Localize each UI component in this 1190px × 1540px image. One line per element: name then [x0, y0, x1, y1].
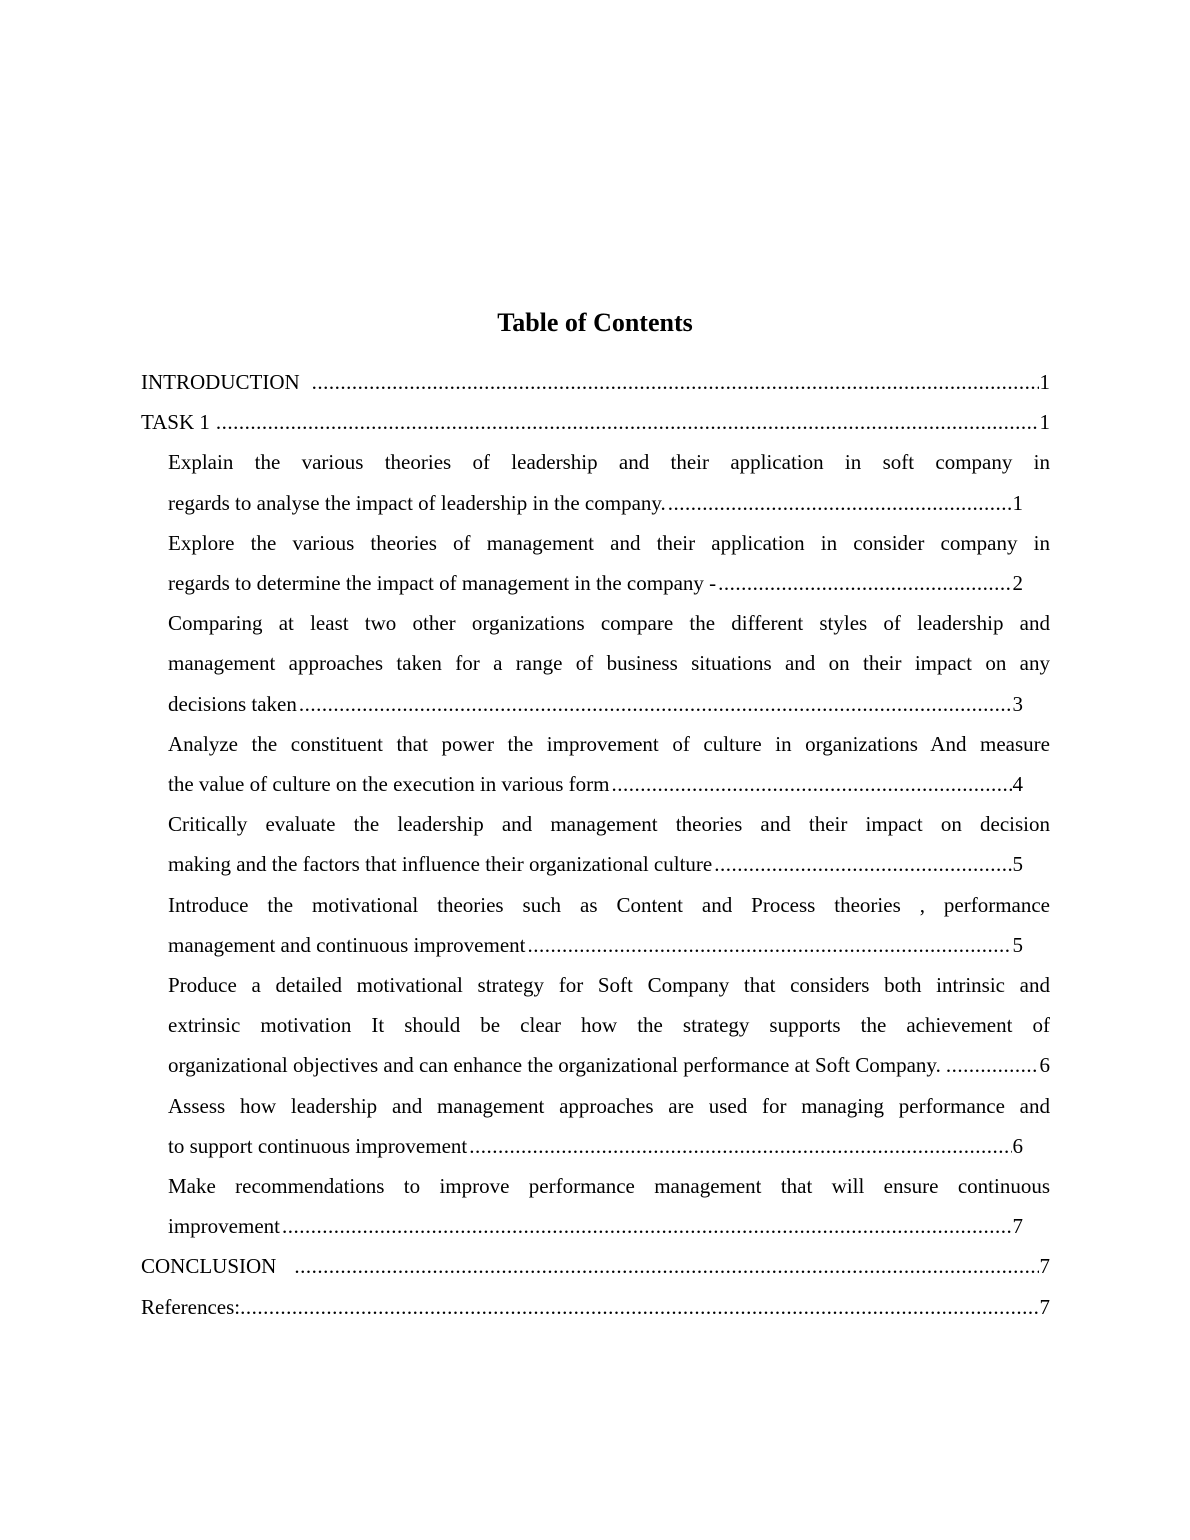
toc-entry-last-line — [168, 563, 1023, 603]
toc-entry-line: Produce a detailed motivational strategy for Soft Company that considers both intrinsic and — [168, 973, 1050, 998]
toc-page-number: 7 — [1039, 1294, 1050, 1319]
toc-page-number: 1 — [1012, 490, 1023, 515]
toc-entry-conclusion[interactable] — [141, 1246, 1050, 1286]
toc-entry-motivational-strategy[interactable] — [168, 965, 1050, 1086]
toc-entry-management-theories[interactable] — [168, 523, 1050, 603]
toc-entry-line: Comparing at least two other organizations compare the different styles of leadership and — [168, 611, 1050, 636]
toc-entry-label: regards to analyse the impact of leadership in the company. — [168, 490, 666, 515]
toc-leader-dots — [240, 1287, 1038, 1327]
toc-entry-label: the value of culture on the execution in various form — [168, 772, 610, 797]
toc-page-number: 6 — [1039, 1053, 1050, 1078]
toc-title: Table of Contents — [497, 308, 693, 337]
toc-leader-dots — [946, 1045, 1039, 1085]
toc-leader-dots — [668, 483, 1012, 523]
toc-entry-last-line — [168, 1126, 1023, 1166]
toc-leader-dots — [469, 1126, 1011, 1166]
toc-leader-dots — [714, 844, 1011, 884]
toc-entry-line: management approaches taken for a range of business situations and on their impact on any — [168, 651, 1050, 676]
toc-leader-dots — [294, 1246, 1038, 1286]
toc-entry-line: Analyze the constituent that power the improvement of culture in organizations And measure — [168, 731, 1050, 756]
toc-entry-label: management and continuous improvement — [168, 932, 526, 957]
toc-entry-label: TASK 1 — [141, 410, 210, 435]
toc-page-number: 2 — [1012, 571, 1023, 596]
toc-entry-label: organizational objectives and can enhance the organizational performance at Soft Company. — [168, 1053, 941, 1078]
toc-page-number: 6 — [1012, 1133, 1023, 1158]
toc-entry-critical-evaluation[interactable] — [168, 804, 1050, 884]
toc-leader-dots — [312, 362, 1039, 402]
toc-entry-task-1[interactable] — [141, 402, 1050, 442]
toc-entry-line: extrinsic motivation It should be clear how the strategy supports the achievement of — [168, 1013, 1050, 1038]
toc-entry-last-line — [168, 764, 1023, 804]
toc-entry-line: Critically evaluate the leadership and management theories and their impact on decision — [168, 812, 1050, 837]
toc-entry-label: INTRODUCTION — [141, 370, 300, 394]
toc-leader-dots — [718, 563, 1011, 603]
toc-entry-line: Assess how leadership and management approaches are used for managing performance and — [168, 1093, 1050, 1118]
toc-entry-line: Explore the various theories of management and their application in consider company in — [168, 530, 1050, 555]
toc-entry-line: Explain the various theories of leadership and their application in soft company in — [168, 450, 1050, 475]
toc-leader-dots — [299, 684, 1012, 724]
toc-entry-motivational-theories[interactable] — [168, 885, 1050, 965]
toc-entry-leadership-theories[interactable] — [168, 442, 1050, 522]
toc-entry-last-line — [168, 925, 1023, 965]
toc-entry-last-line — [168, 844, 1023, 884]
toc-entry-label: decisions taken — [168, 691, 297, 716]
toc-entry-references[interactable] — [141, 1287, 1050, 1327]
toc-entry-label: References: — [141, 1294, 241, 1319]
toc-leader-dots — [611, 764, 1011, 804]
toc-entry-introduction[interactable] — [141, 362, 1050, 402]
toc-page-number: 1 — [1039, 370, 1050, 394]
toc-entry-last-line — [168, 1045, 1050, 1085]
toc-entry-assess-approaches[interactable] — [168, 1086, 1050, 1166]
toc-page-number: 3 — [1012, 691, 1023, 716]
table-of-contents — [141, 362, 1050, 1327]
toc-entry-compare-organizations[interactable] — [168, 603, 1050, 724]
toc-leader-dots — [216, 402, 1039, 442]
toc-entry-label: to support continuous improvement — [168, 1133, 468, 1158]
toc-entry-label: making and the factors that influence their organizational culture — [168, 852, 713, 877]
toc-entry-culture[interactable] — [168, 724, 1050, 804]
toc-entry-line: Make recommendations to improve performance management that will ensure continuous — [168, 1174, 1050, 1199]
toc-page-number: 1 — [1039, 410, 1050, 435]
toc-entry-label: improvement — [168, 1214, 280, 1239]
toc-page-number: 7 — [1012, 1214, 1023, 1239]
toc-leader-dots — [282, 1206, 1012, 1246]
toc-entry-label: CONCLUSION — [141, 1254, 277, 1279]
toc-leader-dots — [528, 925, 1012, 965]
toc-page-number: 5 — [1012, 852, 1023, 877]
toc-page-number: 4 — [1012, 772, 1023, 797]
toc-entry-label: regards to determine the impact of management in the company - — [168, 571, 717, 596]
toc-entry-line: Introduce the motivational theories such as Content and Process theories , performance — [168, 892, 1050, 917]
toc-entry-recommendations[interactable] — [168, 1166, 1050, 1246]
toc-entry-last-line — [168, 684, 1023, 724]
toc-page-number: 7 — [1039, 1254, 1050, 1279]
toc-page-number: 5 — [1012, 932, 1023, 957]
toc-entry-last-line — [168, 483, 1023, 523]
toc-entry-last-line — [168, 1206, 1023, 1246]
